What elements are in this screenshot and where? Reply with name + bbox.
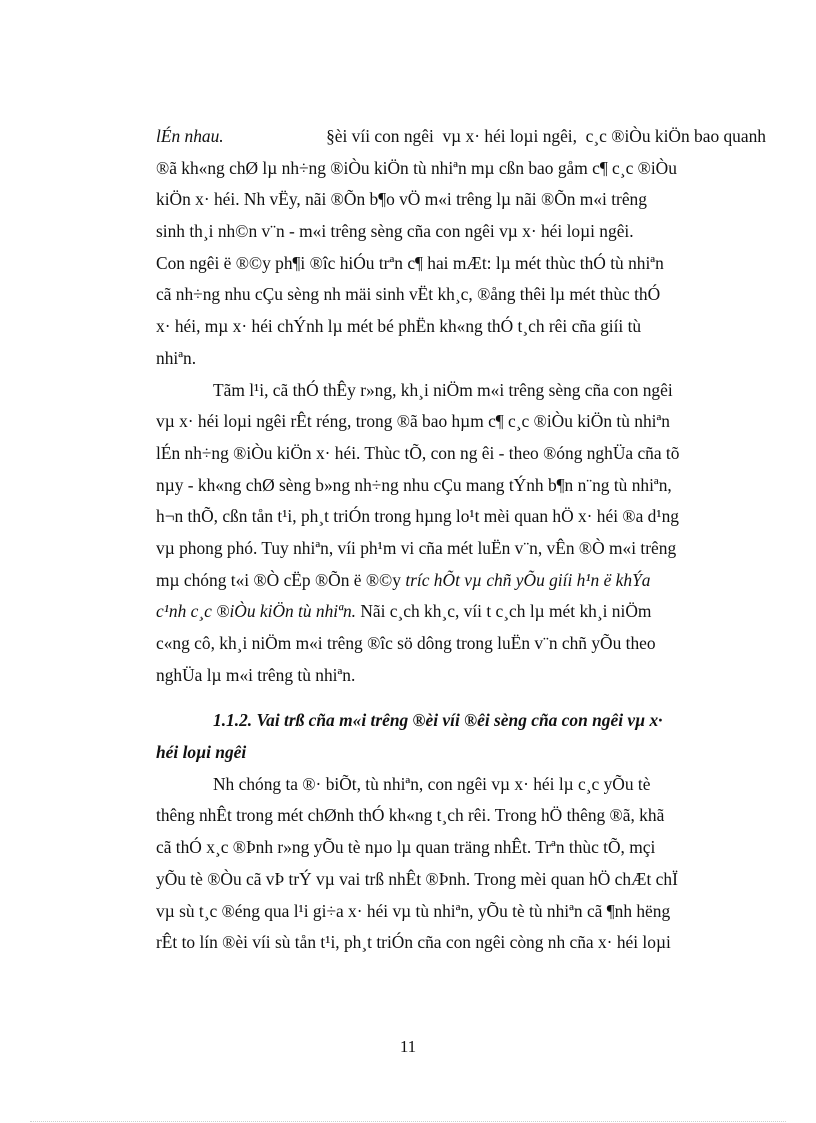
text-line: vµ phong phó. Tuy nhiªn, víi ph¹m vi cña mét luËn v¨n, vÊn ®Ò m«i trêng	[156, 537, 677, 558]
paragraph-1	[156, 121, 766, 375]
text-segment-italic: c¹nh c¸c ®iÒu kiÖn tù nhiªn.	[156, 601, 356, 622]
text-line: Con ngêi ë ®©y ph¶i ®îc hiÓu trªn c¶ hai mÆt: lµ mét thùc thÓ tù nhiªn	[156, 252, 664, 273]
text-line: nhiªn.	[156, 347, 197, 368]
text-line: c«ng cô, kh¸i niÖm m«i trêng ®îc sö dông trong luËn v¨n chñ yÕu theo	[156, 633, 656, 653]
text-segment: mµ chóng t«i ®Ò cËp ®Õn ë ®©y	[156, 569, 406, 590]
text-line: Nh chóng ta ®· biÕt, tù nhiªn, con ngêi vµ x· héi lµ c¸c yÕu tè	[213, 773, 651, 794]
text-line: x· héi, mµ x· héi chÝnh lµ mét bé phËn kh«ng thÓ t¸ch rêi cña giíi tù	[156, 316, 642, 337]
paragraph-spacer	[156, 691, 766, 705]
text-line: lÉn nh÷ng ®iÒu kiÖn x· héi. Thùc tÕ, con ng êi - theo ®óng nghÜa cña tõ	[156, 442, 680, 463]
text-line: thêng nhÊt trong mét chØnh thÓ kh«ng t¸ch rêi. Trong hÖ thêng ®ã, khã	[156, 805, 665, 826]
heading-line: héi loµi ngêi	[156, 742, 247, 763]
text-line: cã nh÷ng nhu cÇu sèng nh mäi sinh vËt kh¸c, ®ång thêi lµ mét thùc thÓ	[156, 284, 661, 305]
text-line	[156, 596, 766, 628]
document-body	[156, 121, 766, 959]
text-line: sinh th¸i nh©n v¨n - m«i trêng sèng cña con ngêi vµ x· héi loµi ngêi.	[156, 221, 634, 242]
text-line: nghÜa lµ m«i trêng tù nhiªn.	[156, 664, 356, 685]
text-line	[156, 565, 766, 597]
text-line: cã thÓ x¸c ®Þnh r»ng yÕu tè nµo lµ quan träng nhÊt. Trªn thùc tÕ, mçi	[156, 837, 656, 858]
paragraph-2	[156, 375, 766, 692]
section-heading	[156, 705, 766, 768]
text-segment-italic: lÉn nhau.	[156, 126, 224, 146]
paragraph-3	[156, 769, 766, 959]
text-line: kiÖn x· héi. Nh vËy, nãi ®Õn b¶o vÖ m«i trêng lµ nãi ®Õn m«i trêng	[156, 189, 647, 210]
text-line: vµ x· héi loµi ngêi rÊt réng, trong ®ã bao hµm c¶ c¸c ®iÒu kiÖn tù nhiªn	[156, 411, 670, 432]
text-line: ®ã kh«ng chØ lµ nh÷ng ®iÒu kiÖn tù nhiªn mµ cßn bao gåm c¶ c¸c ®iÒu	[156, 157, 677, 178]
text-line: rÊt to lín ®èi víi sù tån t¹i, ph¸t triÓn cña con ngêi còng nh cña x· héi loµi	[156, 932, 671, 953]
heading-line: 1.1.2. Vai trß cña m«i trêng ®èi víi ®êi sèng cña con ngêi vµ x·	[213, 710, 663, 731]
text-line: vµ sù t¸c ®éng qua l¹i gi÷a x· héi vµ tù nhiªn, yÕu tè tù nhiªn cã ¶nh hëng	[156, 900, 671, 921]
page-number: 11	[399, 1037, 417, 1056]
text-line: Tãm l¹i, cã thÓ thÊy r»ng, kh¸i niÖm m«i trêng sèng cña con ngêi	[213, 379, 673, 400]
text-segment: §èi víi con ngêi vµ x· héi loµi ngêi, c¸c ®iÒu kiÖn bao quanh	[321, 126, 766, 146]
text-line	[156, 121, 766, 153]
text-line: h¬n thÕ, cßn tån t¹i, ph¸t triÓn trong hµng lo¹t mèi quan hÖ x· héi ®a d¹ng	[156, 506, 679, 527]
page-bottom-divider	[30, 1121, 786, 1122]
text-segment: Nãi c¸ch kh¸c, víi t c¸ch lµ mét kh¸i niÖm	[355, 601, 652, 622]
text-line: nµy - kh«ng chØ sèng b»ng nh÷ng nhu cÇu mang tÝnh b¶n n¨ng tù nhiªn,	[156, 474, 672, 495]
text-line: yÕu tè ®Òu cã vÞ trÝ vµ vai trß nhÊt ®Þnh. Trong mèi quan hÖ chÆt chÏ	[156, 868, 678, 889]
text-segment-italic: tríc hÕt vµ chñ yÕu giíi h¹n ë khÝa	[405, 569, 651, 590]
